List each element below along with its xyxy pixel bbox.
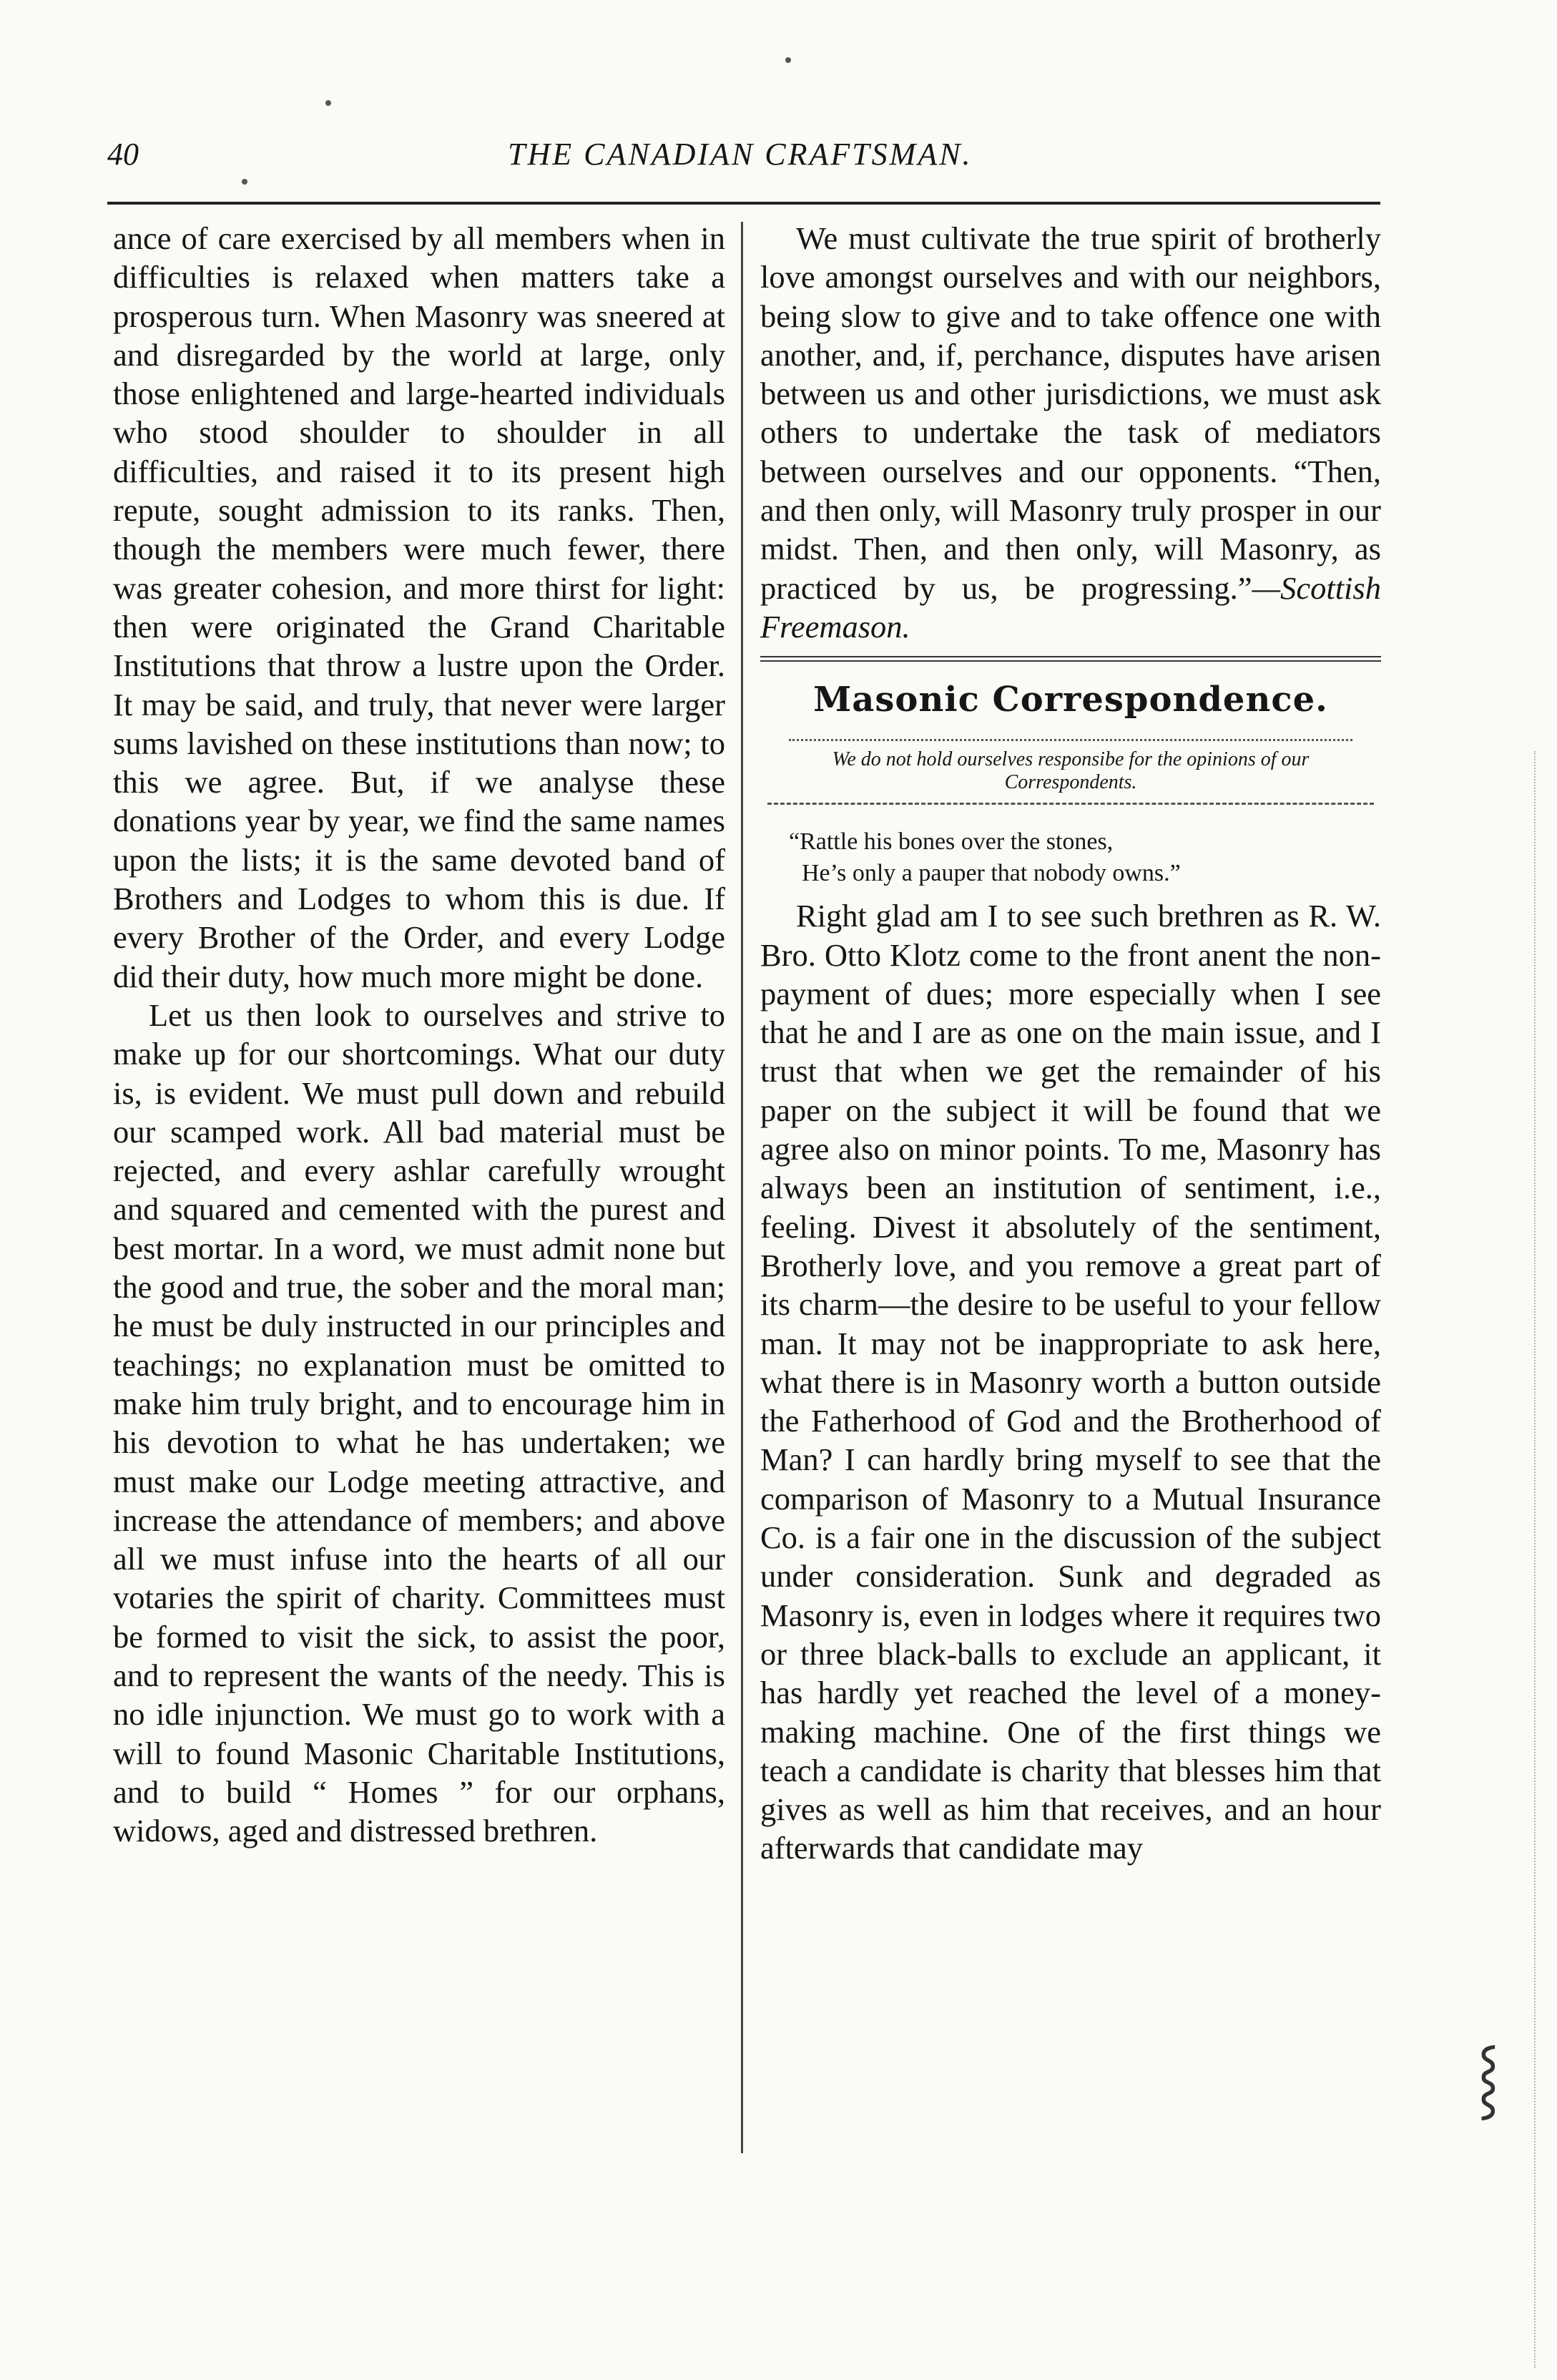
left-column [113,219,725,1850]
article-conclusion-text: We must cultivate the true spirit of brotherly love amongst ourselves and with our neighbors, being slow to give and to take offence one with another, and, if, perchance, disputes have arisen between us and other jurisdictions, we must ask others to undertake the task of mediators between ourselves and our opponents. “Then, and then only, will Masonry truly prosper in our midst. Then, and then only, will Masonry, as practiced by us, be progressing.” [760,220,1381,606]
speck [785,57,791,63]
editorial-disclaimer: We do not hold ourselves responsibe for the opinions of our Correspondents. [832,748,1310,794]
section-rule [760,656,1381,662]
page-header [107,136,1380,193]
left-paragraph-1: ance of care exercised by all members when in difficulties is relaxed when matters take a prosperous turn. When Masonry was sneered at and disregarded by the world at large, only those enlightened and large-hearted individuals who stood shoulder to shoulder in all difficulties, and raised it to its present high repute, sought admission to its ranks. Then, though the members were much fewer, there was greater cohesion, and more thirst for light: then were originated the Grand Charitable Institutions that throw a lustre upon the Order. It may be said, and truly, that never were larger sums lavished on these institutions than now; to this we agree. But, if we analyse these donations year by year, we find the same names upon the lists; it is the same devoted band of Brothers and Lodges to whom this is due. If every Brother of the Order, and every Lodge did their duty, how much more might be done. [113,220,725,994]
header-rule [107,202,1380,205]
column-divider [741,222,743,2153]
article-conclusion [760,219,1381,646]
binding-edge-marks [1470,751,1536,2368]
ornamental-rule [789,729,1352,741]
speck [325,100,331,106]
epigraph [789,826,1381,889]
section-heading: Masonic Correspondence. [813,680,1328,720]
margin-ink-mark: ⸾ [1476,2040,1500,2115]
epigraph-line-1: “Rattle his bones over the stones, [789,828,1114,856]
epigraph-line-2: He’s only a pauper that nobody owns.” [802,860,1181,887]
running-title: THE CANADIAN CRAFTSMAN. [508,137,973,172]
article-source: —Scottish Freemason. [760,569,1381,645]
left-paragraph-2: Let us then look to ourselves and strive to make up for our shortcomings. What our duty is, is evident. We must pull down and rebuild our scamped work. All bad material must be rejected, and every ashlar carefully wrought and squared and cemented with the purest and best mortar. In a word, we must admit none but the good and true, the sober and the moral man; he must be duly instructed in our principles and teachings; no explanation must be omitted to make him truly bright, and to encourage him in his devotion to what he has undertaken; we must make our Lodge meeting attractive, and increase the attendance of members; and above all we must infuse into the hearts of all our votaries the spirit of charity. Committees must be formed to visit the sick, to assist the poor, and to represent the wants of the needy. This is no idle injunction. We must go to work with a will to found Masonic Charitable Institutions, and to build “ Homes ” for our orphans, widows, aged and distressed brethren. [113,996,725,1849]
dashed-rule [767,803,1374,806]
page-number: 40 [107,137,139,172]
right-column [760,219,1381,1868]
speck [242,179,247,185]
letter-body: Right glad am I to see such brethren as R. W. Bro. Otto Klotz come to the front anent the non-payment of dues; more especially when I see that he and I are as one on the main issue, and I trust that when we get the remainder of his paper on the subject it will be found that we agree also on minor points. To me, Masonry has always been an institution of sentiment, i.e., feeling. Divest it absolutely of the sentiment, Brotherly love, and you remove a great part of its charm—the desire to be useful to your fellow man. It may not be inappropriate to ask here, what there is in Masonry worth a button outside the Fatherhood of God and the Brotherhood of Man? I can hardly bring myself to see that the comparison of Masonry to a Mutual Insurance Co. is a fair one in the discussion of the subject under consideration. Sunk and degraded as Masonry is, even in lodges where it requires two or three black-balls to exclude an applicant, it has hardly yet reached the level of a money-making machine. One of the first things we teach a candidate is charity that blesses him that gives as well as him that receives, and an hour afterwards that candidate may [760,898,1381,1866]
